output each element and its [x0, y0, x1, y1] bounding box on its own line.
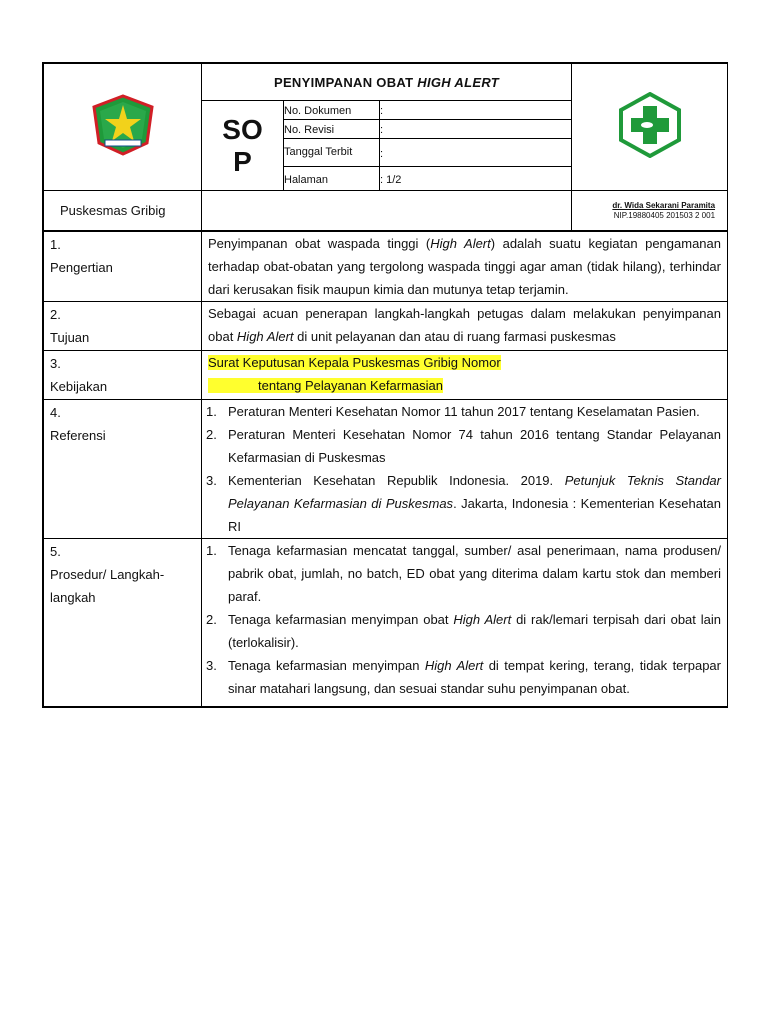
section-label: Pengertian [50, 260, 113, 275]
meta-label-no-dokumen: No. Dokumen [284, 101, 380, 120]
sop-document [42, 62, 728, 708]
section-number: 2. [50, 307, 61, 322]
kebijakan-line-1: Surat Keputusan Kepala Puskesmas Gribig Nomor [208, 355, 501, 370]
city-emblem-icon [89, 93, 157, 157]
meta-label-halaman: Halaman [284, 167, 380, 191]
document-title: PENYIMPANAN OBAT HIGH ALERT [202, 64, 572, 101]
signatory-nip: NIP.19880405 201503 2 001 [613, 210, 716, 220]
meta-value-no-dokumen: : [380, 101, 572, 120]
signatory-block [572, 191, 728, 231]
section-label: Tujuan [50, 330, 90, 345]
blank-header-cell [202, 191, 572, 231]
puskesmas-cross-icon [617, 92, 683, 158]
section-label: Referensi [50, 428, 106, 443]
sop-content [43, 231, 728, 707]
meta-label-no-revisi: No. Revisi [284, 120, 380, 139]
meta-value-tanggal-terbit: : [380, 139, 572, 167]
meta-label-tanggal-terbit: Tanggal Terbit [284, 139, 380, 167]
section-label: Prosedur/ Langkah-langkah [50, 567, 165, 605]
referensi-list [202, 400, 728, 539]
section-number: 4. [50, 405, 61, 420]
section-referensi [44, 400, 728, 539]
sop-header [43, 63, 728, 231]
section-prosedur [44, 539, 728, 707]
section-tujuan [44, 302, 728, 351]
section-number: 1. [50, 237, 61, 252]
tujuan-text: Sebagai acuan penerapan langkah-langkah petugas dalam melakukan penyimpanan obat High Alert di unit pelayanan dan atau di ruang farmasi puskesmas [202, 302, 728, 351]
section-number: 5. [50, 544, 61, 559]
pengertian-text: Penyimpanan obat waspada tinggi (High Alert) adalah suatu kegiatan pengamanan terhadap obat-obatan yang tergolong waspada tinggi agar aman (tidak hilang), terhindar dari kerusakan fisik maupun kimia dan mutunya tetap terjamin. [202, 232, 728, 302]
sop-mark: SO P [202, 101, 284, 191]
list-item: 2. Peraturan Menteri Kesehatan Nomor 74 tahun 2016 tentang Standar Pelayanan Kefarmasian di Puskesmas [206, 427, 721, 465]
puskesmas-logo-cell [572, 64, 728, 191]
meta-value-no-revisi: : [380, 120, 572, 139]
section-number: 3. [50, 356, 61, 371]
section-kebijakan [44, 351, 728, 400]
list-item: 1. Peraturan Menteri Kesehatan Nomor 11 tahun 2017 tentang Keselamatan Pasien. [206, 404, 700, 419]
city-logo-cell [44, 64, 202, 191]
kebijakan-line-2: tentang Pelayanan Kefarmasian [208, 378, 443, 393]
section-label: Kebijakan [50, 379, 108, 394]
list-item: 3. Kementerian Kesehatan Republik Indonesia. 2019. Petunjuk Teknis Standar Pelayanan Kefarmasian di Puskesmas. Jakarta, Indonesia : Kementerian Kesehatan RI [206, 473, 721, 534]
kebijakan-text [202, 351, 728, 400]
list-item: 3. Tenaga kefarmasian menyimpan High Alert di tempat kering, terang, tidak terpapar sinar matahari langsung, dan sesuai standar suhu penyimpanan obat. [206, 658, 721, 696]
organization-name: Puskesmas Gribig [44, 191, 202, 231]
section-pengertian [44, 232, 728, 302]
list-item: 1. Tenaga kefarmasian mencatat tanggal, sumber/ asal penerimaan, nama produsen/ pabrik obat, jumlah, no batch, ED obat yang diterima dalam kartu stok dan memberi paraf. [206, 543, 721, 604]
meta-value-halaman: : 1/2 [380, 167, 572, 191]
signatory-name: dr. Wida Sekarani Paramita [612, 200, 716, 210]
prosedur-list [202, 539, 728, 707]
list-item: 2. Tenaga kefarmasian menyimpan obat High Alert di rak/lemari terpisah dari obat lain (terlokalisir). [206, 612, 721, 650]
